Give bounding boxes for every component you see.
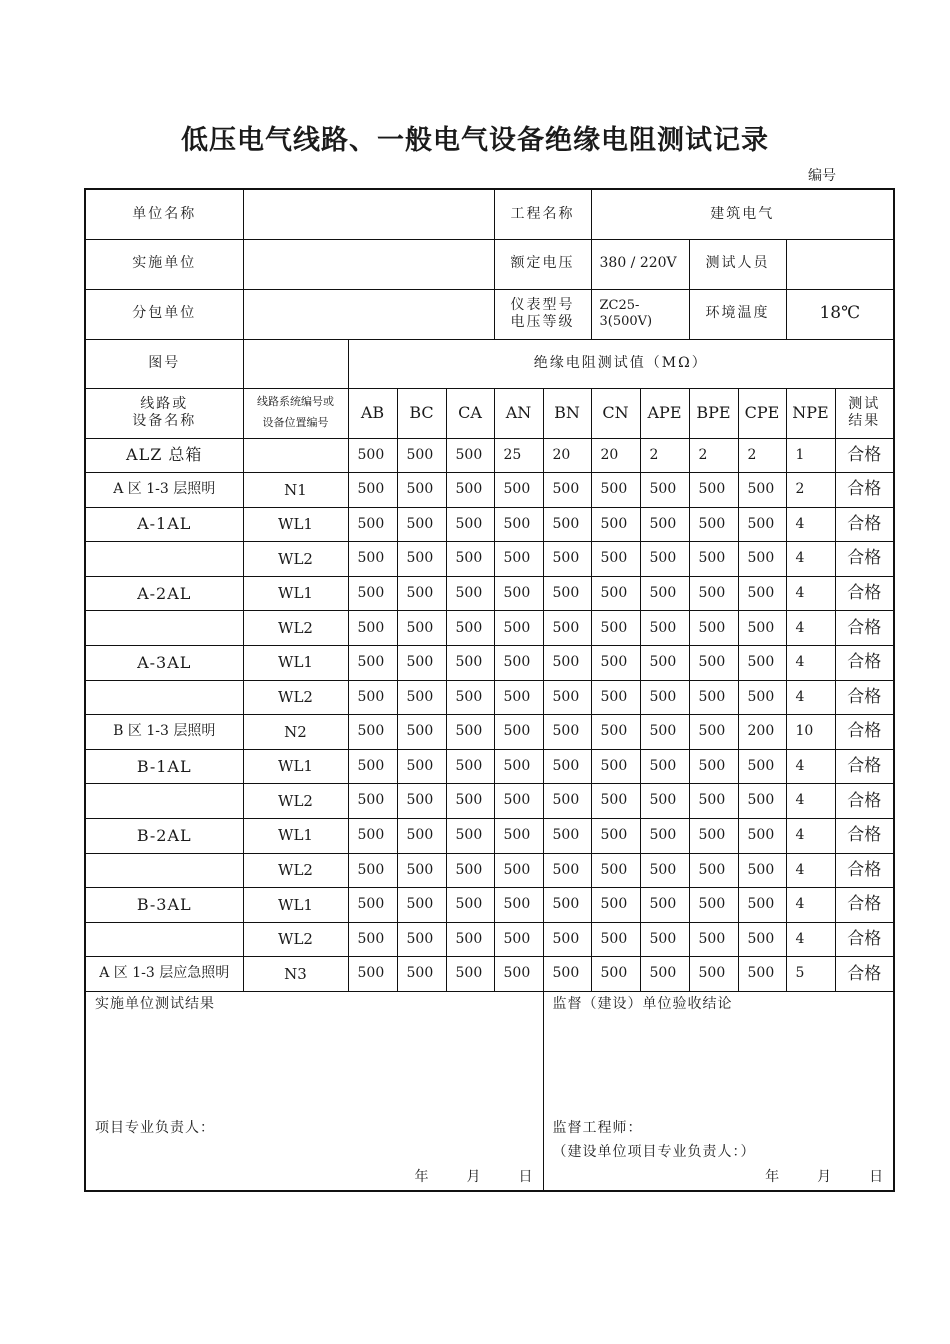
line-name-cell[interactable]: B 区 1-3 层照明 [85,715,243,750]
table-row [85,542,894,577]
resistance-value-cell[interactable]: 500 [591,784,640,819]
result-cell[interactable]: 合格 [835,646,894,681]
data-rows [85,438,894,992]
resistance-value-cell[interactable]: 500 [640,715,689,750]
result-cell[interactable]: 合格 [835,715,894,750]
col-system-code-2: 设备位置编号 [262,416,329,429]
resistance-value-cell[interactable]: 500 [640,784,689,819]
system-code-cell[interactable] [243,438,348,473]
resistance-value-cell[interactable]: 500 [397,438,446,473]
tester-field[interactable] [786,239,894,289]
table-row [85,507,894,542]
system-code-cell[interactable]: WL1 [243,749,348,784]
resistance-value-cell[interactable]: 500 [640,611,689,646]
resistance-value-cell[interactable]: 500 [494,646,543,681]
system-code-cell[interactable]: WL2 [243,922,348,957]
resistance-value-cell[interactable]: 500 [446,542,494,577]
date-month: 月 [817,1169,832,1185]
resistance-value-cell[interactable]: 500 [494,576,543,611]
system-code-cell[interactable]: WL2 [243,853,348,888]
project-name-field[interactable]: 建筑电气 [591,189,894,239]
footer-row [85,992,894,1192]
resistance-value-cell[interactable]: 500 [348,922,397,957]
line-name-cell[interactable] [85,853,243,888]
resistance-value-cell[interactable]: 500 [446,819,494,854]
test-record-table [84,188,895,1192]
system-code-cell[interactable]: WL2 [243,542,348,577]
date-day: 日 [518,1169,533,1185]
impl-unit-field[interactable] [243,239,494,289]
table-row [85,957,894,992]
phase-header: APE [640,388,689,438]
resistance-value-cell[interactable]: 500 [494,784,543,819]
resistance-value-cell[interactable]: 500 [397,819,446,854]
resistance-value-cell[interactable]: 500 [397,646,446,681]
result-cell[interactable]: 合格 [835,542,894,577]
resistance-value-cell[interactable]: 500 [494,922,543,957]
line-name-cell[interactable]: A-1AL [85,507,243,542]
line-name-cell[interactable]: A 区 1-3 层照明 [85,473,243,508]
date-year: 年 [414,1169,429,1185]
line-name-cell[interactable]: B-1AL [85,749,243,784]
subcontract-label: 分包单位 [85,289,243,339]
supervisor-note: （建设单位项目专业负责人：） [552,1144,756,1160]
system-code-cell[interactable]: WL1 [243,819,348,854]
phase-header: AB [348,388,397,438]
line-name-cell[interactable]: A-3AL [85,646,243,681]
table-row [85,473,894,508]
resistance-value-cell[interactable]: 500 [543,646,591,681]
col-result [835,388,894,438]
result-cell[interactable]: 合格 [835,507,894,542]
table-row [85,888,894,923]
resistance-value-cell[interactable]: 500 [689,749,738,784]
resistance-value-cell[interactable]: 500 [591,715,640,750]
resistance-value-cell[interactable]: 500 [446,473,494,508]
resistance-value-cell[interactable]: 500 [738,853,786,888]
resistance-value-cell[interactable]: 500 [689,819,738,854]
system-code-cell[interactable]: WL1 [243,888,348,923]
impl-date [377,1169,533,1187]
resistance-value-cell[interactable]: 500 [738,749,786,784]
table-row [85,749,894,784]
page-title: 低压电气线路、一般电气设备绝缘电阻测试记录 [181,125,769,156]
resistance-value-cell[interactable]: 500 [348,680,397,715]
resistance-value-cell[interactable]: 2 [689,438,738,473]
resistance-value-cell[interactable]: 500 [738,542,786,577]
unit-name-label: 单位名称 [85,189,243,239]
line-name-cell[interactable]: A-2AL [85,576,243,611]
resistance-value-cell[interactable]: 500 [446,922,494,957]
table-row [85,853,894,888]
supervisor-label: 监督工程师： [552,1120,643,1136]
phase-header: BPE [689,388,738,438]
resistance-value-cell[interactable]: 500 [494,888,543,923]
resistance-value-cell[interactable]: 500 [397,853,446,888]
drawing-no-label: 图号 [85,339,243,388]
resistance-value-cell[interactable]: 500 [591,473,640,508]
system-code-cell[interactable]: N2 [243,715,348,750]
line-name-cell[interactable] [85,611,243,646]
line-name-cell[interactable] [85,922,243,957]
resistance-value-cell[interactable]: 500 [543,611,591,646]
resistance-value-cell[interactable]: 500 [543,853,591,888]
resistance-value-cell[interactable]: 4 [786,646,835,681]
resistance-value-cell[interactable]: 500 [446,749,494,784]
resistance-value-cell[interactable]: 500 [640,576,689,611]
resistance-value-cell[interactable]: 4 [786,853,835,888]
result-cell[interactable]: 合格 [835,784,894,819]
system-code-cell[interactable]: WL2 [243,784,348,819]
resistance-value-cell[interactable]: 500 [397,957,446,992]
project-manager-label: 项目专业负责人： [95,1120,215,1136]
line-name-cell[interactable] [85,784,243,819]
table-row [85,819,894,854]
phase-header: NPE [786,388,835,438]
resistance-value-cell[interactable]: 20 [591,438,640,473]
meter-label-line2: 电压等级 [510,314,575,330]
line-name-cell[interactable]: B-3AL [85,888,243,923]
col-system-code-1: 线路系统编号或 [257,395,334,409]
resistance-value-cell[interactable]: 500 [397,473,446,508]
line-name-cell[interactable]: ALZ 总箱 [85,438,243,473]
impl-unit-row [85,239,894,289]
resistance-value-cell[interactable]: 200 [738,715,786,750]
resistance-value-cell[interactable]: 500 [494,819,543,854]
resistance-value-cell[interactable]: 500 [397,922,446,957]
resistance-value-cell[interactable]: 500 [348,542,397,577]
resistance-value-cell[interactable]: 500 [397,507,446,542]
resistance-value-cell[interactable]: 500 [591,542,640,577]
table-row [85,576,894,611]
resistance-value-cell[interactable]: 500 [591,680,640,715]
resistance-value-cell[interactable]: 4 [786,542,835,577]
rated-voltage-label: 额定电压 [494,239,591,289]
resistance-value-cell[interactable]: 500 [446,507,494,542]
system-code-cell[interactable]: N1 [243,473,348,508]
resistance-value-cell[interactable]: 500 [446,957,494,992]
supervision-date [727,1169,883,1187]
resistance-value-cell[interactable]: 500 [397,576,446,611]
result-cell[interactable]: 合格 [835,473,894,508]
resistance-value-cell[interactable]: 500 [543,922,591,957]
resistance-value-cell[interactable]: 500 [494,957,543,992]
result-cell[interactable]: 合格 [835,576,894,611]
unit-name-field[interactable] [243,189,494,239]
resistance-value-cell[interactable]: 500 [446,853,494,888]
resistance-value-cell[interactable]: 500 [689,853,738,888]
resistance-value-cell[interactable]: 500 [348,819,397,854]
resistance-value-cell[interactable]: 500 [738,611,786,646]
impl-result-title: 实施单位测试结果 [95,996,215,1012]
resistance-value-cell[interactable]: 4 [786,749,835,784]
resistance-value-cell[interactable]: 500 [397,888,446,923]
resistance-value-cell[interactable]: 500 [591,888,640,923]
table-row [85,438,894,473]
supervision-title: 监督（建设）单位验收结论 [552,996,733,1012]
resistance-value-cell[interactable]: 500 [348,473,397,508]
supervision-cell[interactable] [543,992,894,1192]
resistance-value-cell[interactable]: 500 [494,611,543,646]
resistance-value-cell[interactable]: 500 [494,680,543,715]
resistance-value-cell[interactable]: 500 [689,542,738,577]
resistance-value-cell[interactable]: 4 [786,784,835,819]
resistance-value-cell[interactable]: 500 [348,853,397,888]
resistance-value-cell[interactable]: 500 [640,819,689,854]
col-line-name-2: 设备名称 [132,413,197,429]
resistance-value-cell[interactable]: 25 [494,438,543,473]
date-month: 月 [466,1169,481,1185]
resistance-value-cell[interactable]: 500 [397,715,446,750]
result-cell[interactable]: 合格 [835,957,894,992]
resistance-value-cell[interactable]: 500 [738,576,786,611]
resistance-value-cell[interactable]: 500 [348,576,397,611]
resistance-value-cell[interactable]: 500 [543,784,591,819]
column-header-row [85,388,894,438]
resistance-value-cell[interactable]: 500 [397,542,446,577]
resistance-value-cell[interactable]: 4 [786,576,835,611]
table-row [85,715,894,750]
unit-name-row [85,189,894,239]
col-line-name-1: 线路或 [140,395,189,412]
resistance-value-cell[interactable]: 500 [689,507,738,542]
resistance-value-cell[interactable]: 500 [494,715,543,750]
phase-header: CPE [738,388,786,438]
subcontract-row [85,289,894,339]
resistance-value-cell[interactable]: 500 [397,749,446,784]
resistance-value-cell[interactable]: 500 [689,646,738,681]
resistance-value-cell[interactable]: 500 [689,473,738,508]
resistance-value-cell[interactable]: 500 [348,611,397,646]
resistance-value-cell[interactable]: 4 [786,819,835,854]
table-row [85,611,894,646]
subcontract-field[interactable] [243,289,494,339]
resistance-value-cell[interactable]: 500 [494,507,543,542]
resistance-value-cell[interactable]: 5 [786,957,835,992]
phase-header: AN [494,388,543,438]
resistance-value-cell[interactable]: 4 [786,888,835,923]
resistance-value-cell[interactable]: 500 [738,507,786,542]
resistance-value-cell[interactable]: 500 [591,576,640,611]
resistance-value-cell[interactable]: 500 [689,888,738,923]
resistance-value-cell[interactable]: 500 [348,749,397,784]
date-year: 年 [765,1169,780,1185]
resistance-value-cell[interactable]: 500 [738,473,786,508]
env-temp-field[interactable]: 18℃ [786,289,894,339]
resistance-value-cell[interactable]: 4 [786,680,835,715]
col-result-2: 结果 [848,413,881,429]
resistance-value-cell[interactable]: 500 [446,888,494,923]
resistance-value-cell[interactable]: 500 [446,715,494,750]
resistance-value-cell[interactable]: 500 [543,819,591,854]
resistance-value-cell[interactable]: 500 [738,957,786,992]
env-temp-label: 环境温度 [689,289,786,339]
resistance-value-cell[interactable]: 500 [640,680,689,715]
resistance-value-cell[interactable]: 10 [786,715,835,750]
resistance-value-cell[interactable]: 500 [348,957,397,992]
resistance-value-cell[interactable]: 500 [397,611,446,646]
resistance-value-cell[interactable]: 500 [591,611,640,646]
drawing-no-field[interactable] [243,339,348,388]
drawing-row [85,339,894,388]
line-name-cell[interactable] [85,542,243,577]
resistance-value-cell[interactable]: 2 [738,438,786,473]
resistance-value-cell[interactable]: 4 [786,611,835,646]
resistance-value-cell[interactable]: 500 [543,680,591,715]
result-cell[interactable]: 合格 [835,611,894,646]
resistance-value-cell[interactable]: 500 [640,853,689,888]
table-row [85,680,894,715]
col-result-1: 测试 [848,395,881,412]
resistance-value-cell[interactable]: 500 [543,507,591,542]
resistance-value-cell[interactable]: 500 [348,438,397,473]
resistance-value-cell[interactable]: 500 [591,957,640,992]
resistance-value-cell[interactable]: 500 [640,646,689,681]
resistance-value-cell[interactable]: 500 [689,784,738,819]
resistance-value-cell[interactable]: 500 [591,646,640,681]
resistance-value-cell[interactable]: 500 [640,473,689,508]
resistance-value-cell[interactable]: 500 [689,922,738,957]
resistance-value-cell[interactable]: 500 [446,646,494,681]
resistance-value-cell[interactable]: 500 [543,749,591,784]
line-name-cell[interactable]: A 区 1-3 层应急照明 [85,957,243,992]
table-row [85,646,894,681]
resistance-value-cell[interactable]: 500 [591,922,640,957]
resistance-value-cell[interactable]: 500 [543,715,591,750]
system-code-cell[interactable]: WL2 [243,680,348,715]
resistance-value-cell[interactable]: 500 [543,576,591,611]
resistance-value-cell[interactable]: 4 [786,922,835,957]
system-code-cell[interactable]: WL1 [243,646,348,681]
resistance-value-cell[interactable]: 2 [786,473,835,508]
system-code-cell[interactable]: WL1 [243,507,348,542]
resistance-value-cell[interactable]: 500 [494,473,543,508]
resistance-value-cell[interactable]: 500 [543,473,591,508]
resistance-value-cell[interactable]: 500 [446,680,494,715]
project-name-label: 工程名称 [494,189,591,239]
resistance-value-cell[interactable]: 500 [738,922,786,957]
system-code-cell[interactable]: WL1 [243,576,348,611]
resistance-value-cell[interactable]: 500 [348,888,397,923]
system-code-cell[interactable]: WL2 [243,611,348,646]
phase-header: BN [543,388,591,438]
resistance-value-cell[interactable]: 500 [640,749,689,784]
table-row [85,922,894,957]
meter-label-line1: 仪表型号 [510,296,575,313]
line-name-cell[interactable]: B-2AL [85,819,243,854]
meter-label [494,289,591,339]
resistance-value-cell[interactable]: 500 [543,957,591,992]
table-row [85,784,894,819]
resistance-value-cell[interactable]: 500 [689,680,738,715]
result-cell[interactable]: 合格 [835,680,894,715]
system-code-cell[interactable]: N3 [243,957,348,992]
resistance-value-cell[interactable]: 500 [446,784,494,819]
resistance-value-cell[interactable]: 500 [738,646,786,681]
resistance-value-cell[interactable]: 500 [689,715,738,750]
result-cell[interactable]: 合格 [835,922,894,957]
resistance-value-cell[interactable]: 2 [640,438,689,473]
resistance-value-cell[interactable]: 500 [348,646,397,681]
line-name-cell[interactable] [85,680,243,715]
resistance-value-cell[interactable]: 500 [689,576,738,611]
result-cell[interactable]: 合格 [835,888,894,923]
resistance-value-cell[interactable]: 500 [543,542,591,577]
rated-voltage-field[interactable]: 380 / 220V [591,239,689,289]
date-day: 日 [869,1169,884,1185]
resistance-value-cell[interactable]: 500 [397,784,446,819]
resistance-value-cell[interactable]: 500 [494,749,543,784]
resistance-value-cell[interactable]: 500 [591,819,640,854]
resistance-value-cell[interactable]: 500 [640,922,689,957]
col-system-code [243,388,348,438]
resistance-value-cell[interactable]: 500 [591,853,640,888]
result-cell[interactable]: 合格 [835,819,894,854]
resistance-value-cell[interactable]: 500 [446,576,494,611]
resistance-value-cell[interactable]: 500 [689,957,738,992]
insulation-header: 绝缘电阻测试值（MΩ） [348,339,894,388]
resistance-value-cell[interactable]: 500 [348,507,397,542]
resistance-value-cell[interactable]: 500 [738,888,786,923]
phase-header: CA [446,388,494,438]
resistance-value-cell[interactable]: 500 [738,784,786,819]
result-cell[interactable]: 合格 [835,438,894,473]
resistance-value-cell[interactable]: 500 [446,438,494,473]
resistance-value-cell[interactable]: 500 [348,715,397,750]
resistance-value-cell[interactable]: 20 [543,438,591,473]
impl-result-cell[interactable] [85,992,543,1192]
phase-header: CN [591,388,640,438]
resistance-value-cell[interactable]: 500 [738,819,786,854]
resistance-value-cell[interactable]: 500 [494,853,543,888]
resistance-value-cell[interactable]: 1 [786,438,835,473]
resistance-value-cell[interactable]: 500 [640,542,689,577]
serial-number-label: 编号 [808,168,836,184]
impl-unit-label: 实施单位 [85,239,243,289]
resistance-value-cell[interactable]: 500 [640,888,689,923]
result-cell[interactable]: 合格 [835,853,894,888]
resistance-value-cell[interactable]: 500 [640,957,689,992]
tester-label: 测试人员 [689,239,786,289]
resistance-value-cell[interactable]: 500 [591,749,640,784]
resistance-value-cell[interactable]: 500 [689,611,738,646]
phase-header: BC [397,388,446,438]
resistance-value-cell[interactable]: 4 [786,507,835,542]
meter-field[interactable]: ZC25-3(500V) [591,289,689,339]
result-cell[interactable]: 合格 [835,749,894,784]
resistance-value-cell[interactable]: 500 [494,542,543,577]
resistance-value-cell[interactable]: 500 [446,611,494,646]
resistance-value-cell[interactable]: 500 [397,680,446,715]
resistance-value-cell[interactable]: 500 [738,680,786,715]
resistance-value-cell[interactable]: 500 [640,507,689,542]
resistance-value-cell[interactable]: 500 [591,507,640,542]
resistance-value-cell[interactable]: 500 [543,888,591,923]
resistance-value-cell[interactable]: 500 [348,784,397,819]
col-line-name [85,388,243,438]
